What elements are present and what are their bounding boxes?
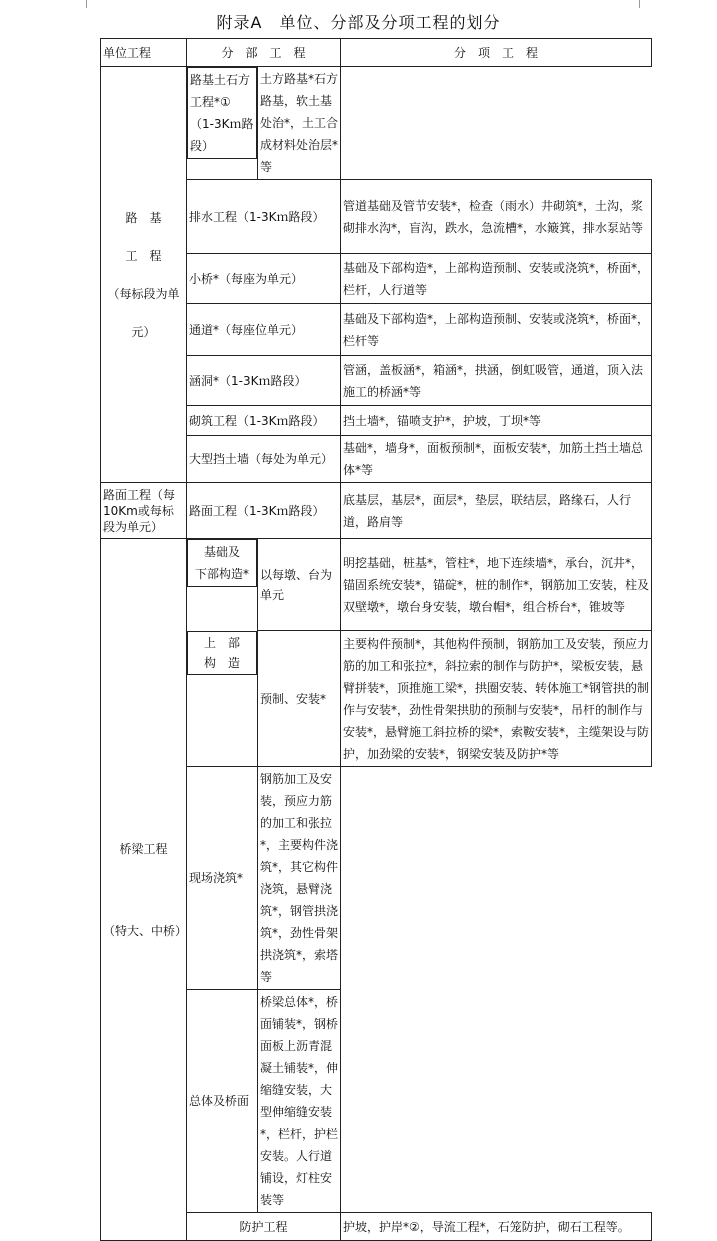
- table-row: [101, 483, 652, 539]
- unit-road-line3: （每标段为单: [107, 286, 180, 301]
- division-cell: 大型挡土墙（每处为单元）: [187, 436, 341, 483]
- sub-division-cell: 预制、安装*: [258, 631, 341, 767]
- unit-bridge-line2: （特大、中桥）: [103, 923, 188, 938]
- sub-division-cell: 以每墩、台为单元: [258, 539, 341, 631]
- item-cell: 基础及下部构造*，上部构造预制、安装或浇筑*，桥面*，栏杆，人行道等: [341, 254, 652, 304]
- unit-road-subgrade: [101, 67, 187, 483]
- division-cell: 防护工程: [187, 1213, 341, 1241]
- table-row: [101, 539, 652, 631]
- division-cell: 砌筑工程（1-3Kｍ路段）: [187, 406, 341, 436]
- item-cell: 桥梁总体*，桥面铺装*，钢桥面板上沥青混凝土铺装*，伸缩缝安装，大型伸缩缝安装*，栏杆，护栏安装。人行道铺设，灯柱安装等: [258, 990, 341, 1213]
- division-cell: 小桥*（每座为单元）: [187, 254, 341, 304]
- division-cell: 基础及 下部构造*: [187, 539, 257, 587]
- division-cell: 路基土石方工程*① （1-3Kｍ路段）: [187, 67, 257, 159]
- sub-division-cell: 现场浇筑*: [187, 767, 258, 990]
- item-cell: 基础及下部构造*，上部构造预制、安装或浇筑*，桥面*，栏杆等: [341, 304, 652, 356]
- unit-bridge-line1: 桥梁工程: [119, 841, 168, 856]
- item-cell: 管道基础及管节安装*，检查（雨水）井砌筑*，土沟，浆砌排水沟*，盲沟，跌水，急流槽*，水簸箕，排水泵站等: [341, 180, 652, 254]
- item-cell: 护坡，护岸*②，导流工程*，石笼防护，砌石工程等。: [341, 1213, 652, 1241]
- margin-corner-mark: [86, 0, 95, 8]
- unit-road-line2: 工 程: [125, 248, 162, 263]
- table-header-row: [101, 39, 652, 67]
- table-row: [101, 67, 652, 180]
- header-division: 分 部 工 程: [187, 39, 341, 67]
- item-cell: 管涵，盖板涵*，箱涵*，拱涵，倒虹吸管，通道，顶入法施工的桥涵*等: [341, 356, 652, 406]
- division-table: [100, 38, 652, 1241]
- division-cell: 路面工程（1-3Kｍ路段）: [187, 483, 341, 539]
- item-cell: 土方路基*石方路基，软土基处治*，土工合成材料处治层*等: [258, 67, 341, 180]
- unit-road-line4: 元）: [131, 324, 156, 339]
- division-cell: 上 部 构 造: [187, 631, 257, 675]
- unit-pavement: 路面工程（每10Km或每标段为单元）: [101, 483, 187, 539]
- division-cell: 排水工程（1-3Kｍ路段）: [187, 180, 341, 254]
- margin-corner-mark: [631, 0, 640, 8]
- item-cell: 钢筋加工及安装，预应力筋的加工和张拉*，主要构件浇筑*，其它构件浇筑，悬臂浇筑*，钢管拱浇筑*，劲性骨架拱浇筑*，索塔等: [258, 767, 341, 990]
- unit-bridge: [101, 539, 187, 1241]
- division-cell: 涵洞*（1-3Kｍ路段）: [187, 356, 341, 406]
- item-cell: 主要构件预制*，其他构件预制，钢筋加工及安装，预应力筋的加工和张拉*，斜拉索的制作与防护*，梁板安装，悬臂拼装*，顶推施工梁*，拱圈安装、转体施工*钢管拱的制作与安装*，劲性骨架拱肋的预制与安装*，吊杆的制作与安装*，悬臂施工斜拉桥的梁*，索鞍安装*，主缆架设与防护，加劲梁的安装*，钢梁安装及防护*等: [341, 631, 652, 767]
- item-cell: 挡土墙*，锚喷支护*，护坡，丁坝*等: [341, 406, 652, 436]
- item-cell: 明挖基础，桩基*，管柱*，地下连续墙*，承台，沉井*，锚固系统安装*，锚碇*，桩的制作*，钢筋加工安装，柱及双壁墩*，墩台身安装，墩台帽*，组合桥台*，锥坡等: [341, 539, 652, 631]
- sub-division-cell: 总体及桥面: [187, 990, 258, 1213]
- item-cell: 底基层，基层*，面层*，垫层，联结层，路缘石，人行道，路肩等: [341, 483, 652, 539]
- header-unit: 单位工程: [101, 39, 187, 67]
- item-cell: 基础*，墙身*，面板预制*，面板安装*，加筋土挡土墙总体*等: [341, 436, 652, 483]
- unit-road-line1: 路 基: [125, 210, 162, 225]
- header-item: 分 项 工 程: [341, 39, 652, 67]
- division-cell: 通道*（每座位单元）: [187, 304, 341, 356]
- page-title: 附录A 单位、分部及分项工程的划分: [216, 13, 501, 32]
